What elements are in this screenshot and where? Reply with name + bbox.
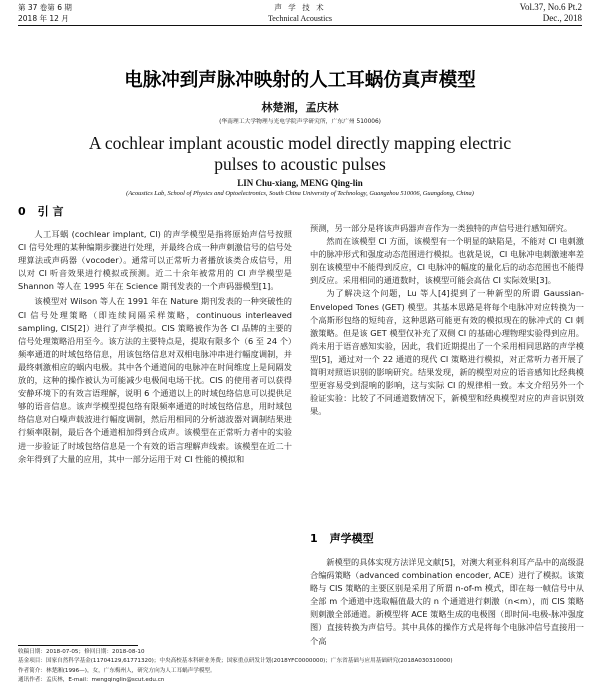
title-zh: 电脉冲到声脉冲映射的人工耳蜗仿真声模型 [124, 70, 476, 91]
header-rule [18, 25, 582, 26]
section1-body [310, 556, 584, 695]
section-number: 0 [18, 205, 26, 218]
journal-name [18, 2, 582, 24]
volume-issue-en: Vol.37, No.6 Pt.2 [519, 2, 582, 12]
running-header [18, 2, 582, 26]
issue-date-en: Dec., 2018 [542, 13, 582, 23]
journal-name-zh: 声 学 技 术 [274, 3, 326, 12]
paragraph: 该模型对 Wilson 等人在 1991 年在 Nature 期刊发表的一种突破性的 CI 信号处理策略（即连续间隔采样策略，continuous interleaved sampling, CIS[2]）进行了声学模拟。CIS 策略被作为各 CI 品牌的主要的信号处理策略沿用至今。该方法的主要特点是，提取有限多个（6 至 24 个）频率通道的时域包络信息，用该包络信息对双相电脉冲串进行幅度调制，并最终刺激相应的蜗内电极。其中各个通道间的电脉冲在时间维度上是间隔发放的，这种的操作被认为可能减少电极间电场干扰。CIS 的使用者可以获得安静环境下的有效言语理解，说明 6 个通道以上的时域包络信息可以提供足够的语音信息。该声学模型提包络有限频率通道的时域包络信息，用时域包络信息对白噪声载波进行幅度调制，然后用相同的分析滤波器对调制结果进行频率限制，最后各个通道相加得到合成声。该模型在正常听力者中的实验进一步验证了时域包络信息是一个有效的语言理解声线索。该模型在近二十余年得到了大量的应用，其中一部分运用于对 CI 性能的模拟和 [18, 296, 292, 464]
affiliation-en: (Acoustics Lab, School of Physics and Optoelectronics, South China University of Technology, Guangzhou 510006, Guangdong, China) [126, 190, 474, 197]
title-en-line1: A cochlear implant acoustic model directly mapping electric [88, 133, 512, 153]
paragraph: 为了解决这个问题，Lu 等人[4]提到了一种新型的所谓 Gaussian-Enveloped Tones (GET) 模型。其基本思路是将每个电脉冲对应转换为一个高斯形包络的短纯音，这种思路可能更有效的模拟现在的脉冲式的 CI 刺激策略。但是该 GET 模型仅补充了双侧 CI 的基础心理物理实验得到应用。尚未用于语音感知实验，因此，我们近期提出了一个采用相同思路的声学模型[5]，通过对一个 22 通道的现代 CI 策略进行模拟，对正常听力者开展了简明对照语识别的影响研究。结果发现，新的模型对应的语音感知比经典模型更容易受到混响的影响，这与实际 CI 的规律相一致。本文介绍另外一个验证实验：比较了不同通道数情况下，新模型和经典模型对应的声音识别效果。 [310, 288, 584, 417]
journal-name-en: Technical Acoustics [267, 14, 333, 23]
paragraph: 人工耳蜗 (cochlear implant, CI) 的声学模型是指将原始声信号按照 CI 信号处理的某种编期步骤进行处理，并最终合成一种声刺激信号的信号处理算法或声码器（vocoder）。通常可以正常听力者播放该类合成信号，用以对 CI 听音效果进行模拟或预测。近二十余年被常用的 CI 声学模型是 Shannon 等人在 1995 年在 Science 期刊发表的一个声码器模型[1]。 [18, 229, 292, 292]
left-column [18, 228, 292, 466]
footnote-fund: 基金项目：国家自然科学基金(11704129,61771320)；中央高校基本科研业务费；国家重点研发计划(2018YFC0000000)；广东省基础与应用基础研究(2018A030310000) [18, 658, 453, 665]
issue-date-zh: 2018 年 12 月 [18, 14, 69, 23]
section-heading-introduction [18, 203, 64, 219]
title-en [60, 133, 540, 175]
right-column [310, 222, 584, 418]
authors-en: LIN Chu-xiang, MENG Qing-lin [237, 178, 363, 188]
authors-zh: 林楚湘，孟庆林 [261, 101, 339, 114]
section-title: 引 言 [37, 205, 64, 218]
title-en-line2: pulses to acoustic pulses [214, 154, 386, 174]
footnote-author: 作者简介：林楚湘(1996—)，女，广东梅州人，研究方向为人工耳蜗声学模型。 [18, 667, 216, 674]
affiliation-zh: (华南理工大学物理与光电学院声学研究所，广东广州 510006) [219, 119, 381, 125]
footnote-received: 收稿日期：2018-07-05；修回日期：2018-08-10 [18, 649, 145, 655]
section-heading-acoustic-model [310, 530, 374, 546]
journal-volume-en [520, 2, 582, 24]
footnote-corresponding: 通讯作者：孟庆林，E-mail：mengqinglin@scut.edu.cn [18, 677, 165, 684]
section-title: 声学模型 [329, 532, 374, 545]
paragraph: 新模型的具体实现方法详见文献[5]，对澳大利亚科利耳产品中的高级混合编码策略（advanced combination encoder, ACE）进行了模拟。该策略与 CIS 策略的主要区别是采用了所谓 n-of-m 模式，即在每一帧信号中从全部 m 个通道中选取幅值最大的 n 个通道进行刺激（n<m），而 CIS 策略则刺激全部通道。新模型将 ACE 策略生成的电极图（即时间-电极-脉冲强度图）直接转换为声信号。其中具体的操作方式是将每个电脉冲信号直接用一个高 [310, 557, 584, 646]
section-number: 1 [310, 532, 318, 545]
paragraph: 然而在该模型 CI 方面，该模型有一个明显的缺陷是，不能对 CI 电刺激中的脉冲形式和强度动态范围进行模拟。也就是说，CI 电脉冲电刺激速率差别在该模型中不能得到反应，CI 电脉冲的幅度的量化后的动态范围也不能得到反应。采用相同的通道数时，该模型可能会高估 CI 实际效果[3]。 [310, 236, 584, 286]
footnote-rule [18, 645, 138, 646]
footnote [18, 648, 453, 686]
paragraph: 预测，另一部分是将该声码器声音作为一类独特的声信号进行感知研究。 [310, 223, 573, 233]
volume-issue: 第 37 卷第 6 期 [18, 3, 72, 12]
